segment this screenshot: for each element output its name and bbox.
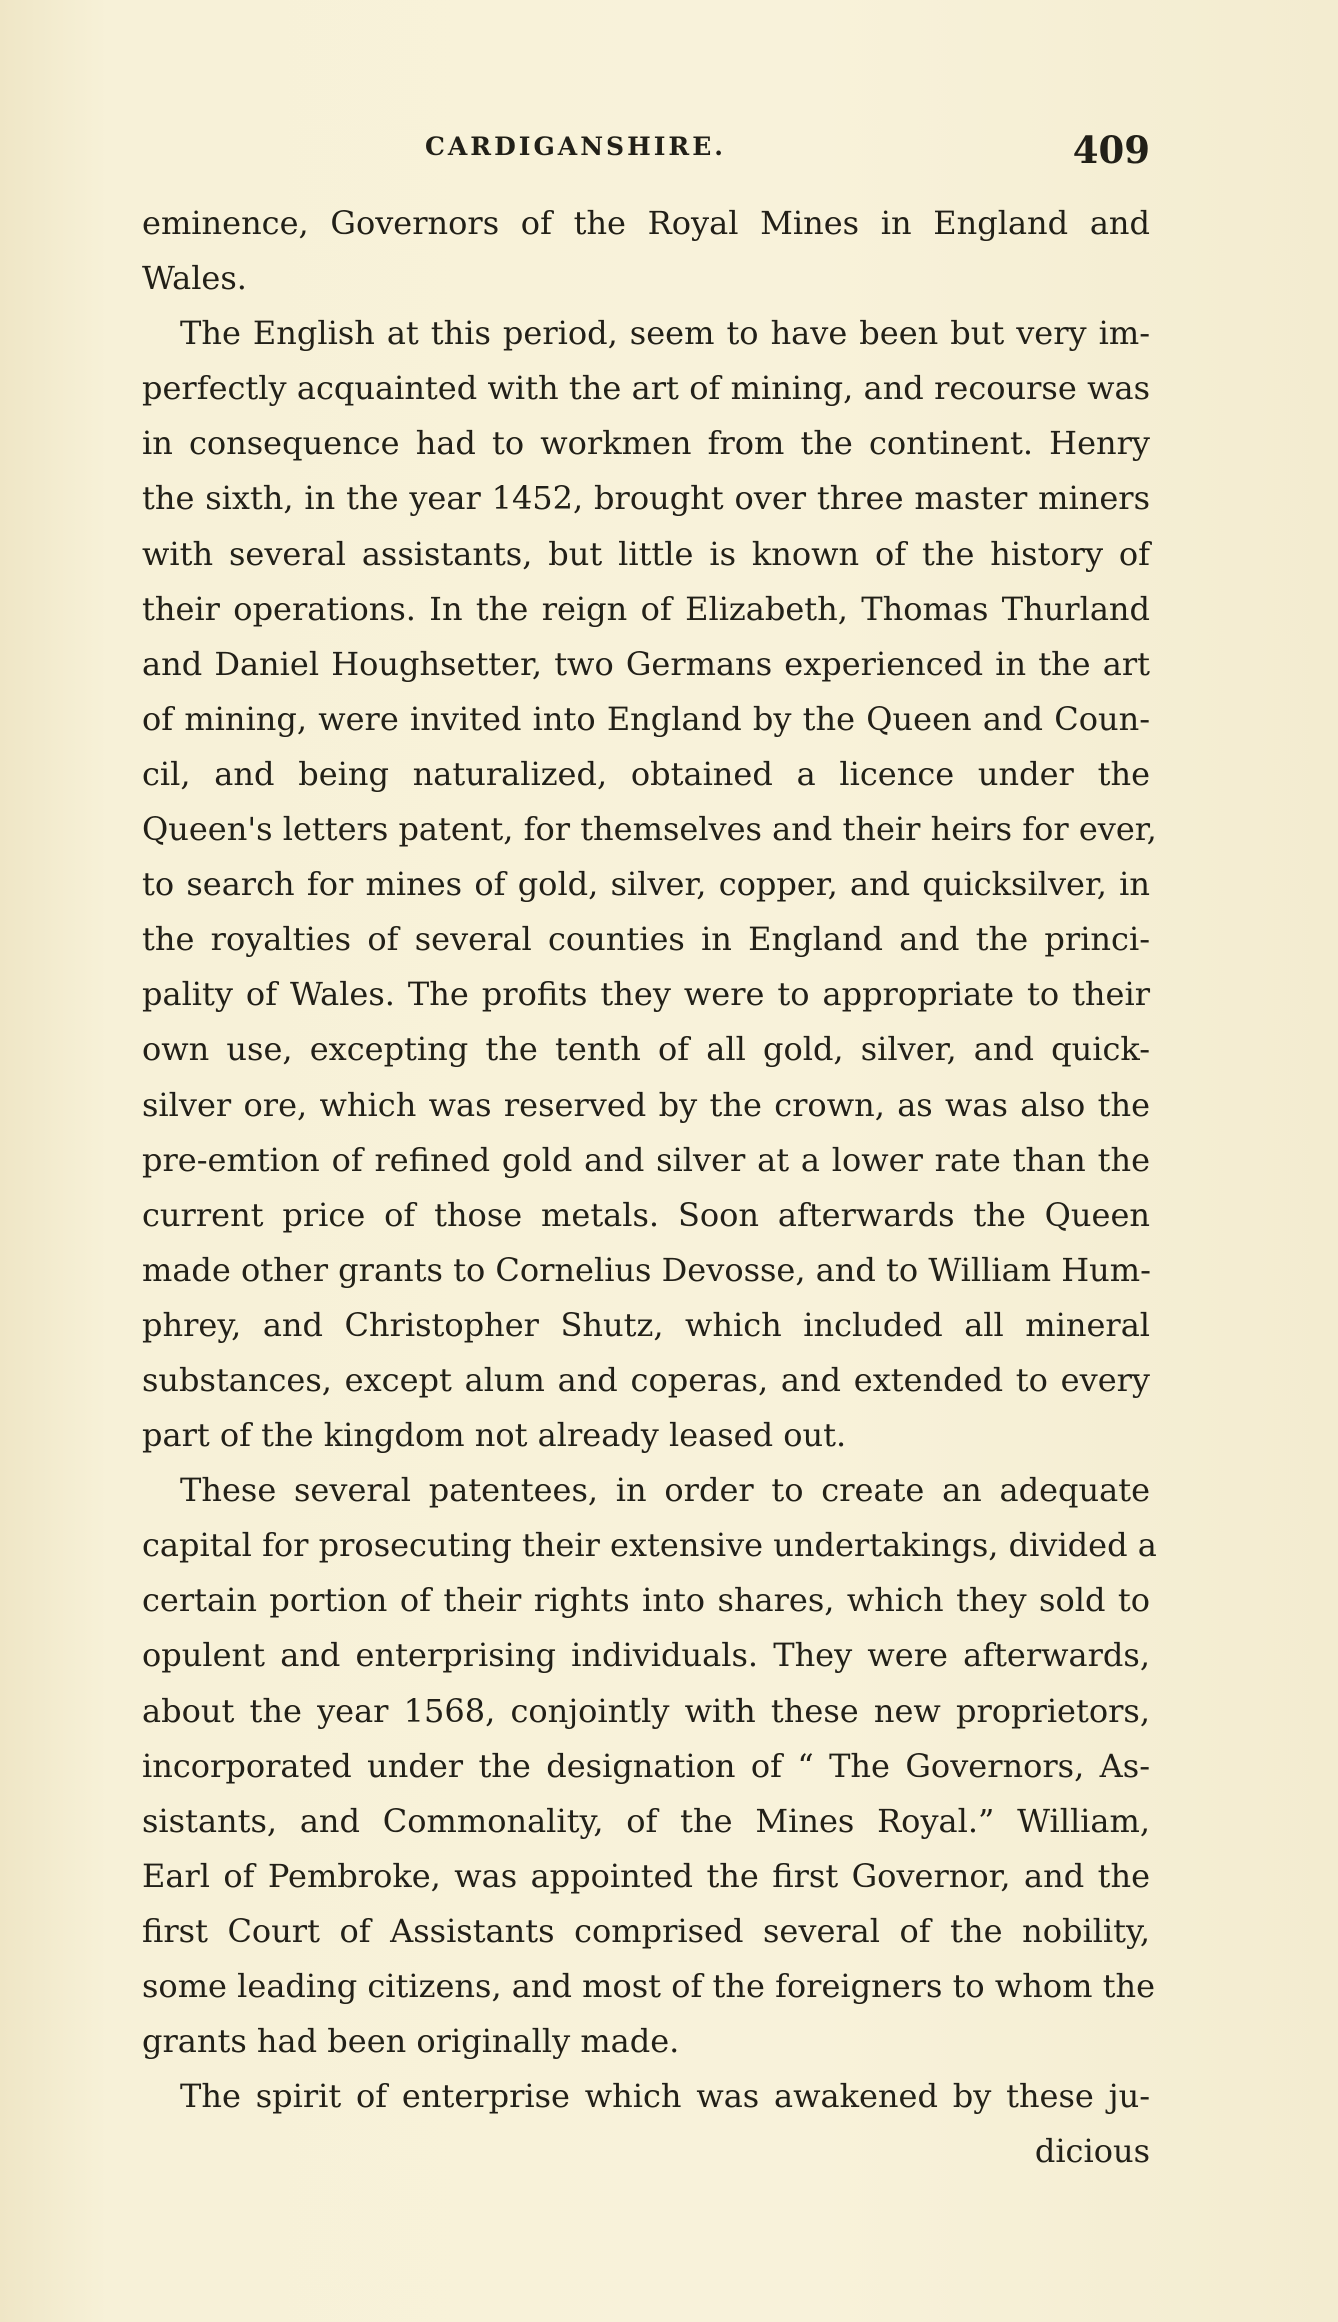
text-line: some leading citizens, and most of the foreigners to whom the bbox=[142, 1967, 1156, 2005]
text-line: about the year 1568, conjointly with these new proprietors, bbox=[142, 1691, 1150, 1730]
text-line: with several assistants, but little is known of the history of bbox=[142, 534, 1150, 573]
text-line: incorporated under the designation of “ The Governors, As- bbox=[142, 1746, 1150, 1785]
text-line: substances, except alum and coperas, and extended to every bbox=[142, 1360, 1150, 1399]
text-line: cil, and being naturalized, obtained a licence under the bbox=[142, 754, 1150, 793]
text-line: pre-emtion of refined gold and silver at a lower rate than the bbox=[142, 1140, 1150, 1179]
text-line: Earl of Pembroke, was appointed the first Governor, and the bbox=[142, 1856, 1150, 1895]
text-line: own use, excepting the tenth of all gold, silver, and quick- bbox=[142, 1030, 1150, 1069]
catchword: dicious bbox=[1034, 2132, 1150, 2171]
text-line: capital for prosecuting their extensive undertakings, divided a bbox=[142, 1526, 1157, 1565]
text-line: certain portion of their rights into shares, which they sold to bbox=[142, 1581, 1150, 1620]
text-line: current price of those metals. Soon afterwards the Queen bbox=[142, 1195, 1150, 1234]
text-line: The spirit of enterprise which was awakened by these ju- bbox=[180, 2077, 1150, 2116]
text-line: to search for mines of gold, silver, copper, and quicksilver, in bbox=[142, 865, 1150, 904]
text-line: the royalties of several counties in England and the princi- bbox=[142, 920, 1150, 959]
text-line: sistants, and Commonality, of the Mines Royal.” William, bbox=[142, 1801, 1150, 1840]
text-line: silver ore, which was reserved by the crown, as was also the bbox=[142, 1085, 1150, 1124]
text-line: eminence, Governors of the Royal Mines in England and bbox=[142, 204, 1150, 242]
text-line: grants had been originally made. bbox=[142, 2022, 680, 2061]
text-line: their operations. In the reign of Elizabeth, Thomas Thurland bbox=[142, 589, 1150, 628]
text-line: The English at this period, seem to have been but very im- bbox=[180, 314, 1150, 353]
text-line: of mining, were invited into England by the Queen and Coun- bbox=[142, 699, 1150, 738]
text-line: These several patentees, in order to create an adequate bbox=[180, 1471, 1150, 1510]
text-line: perfectly acquainted with the art of mining, and recourse was bbox=[142, 369, 1150, 408]
text-line: made other grants to Cornelius Devosse, and to William Hum- bbox=[142, 1250, 1151, 1289]
text-line: the sixth, in the year 1452, brought over three master miners bbox=[142, 479, 1150, 518]
body-text bbox=[142, 196, 1157, 2179]
text-line: Queen's letters patent, for themselves and their heirs for ever, bbox=[142, 810, 1157, 849]
text-line: and Daniel Houghsetter, two Germans experienced in the art bbox=[142, 644, 1150, 683]
text-line: part of the kingdom not already leased out. bbox=[142, 1416, 847, 1455]
text-line: pality of Wales. The profits they were to appropriate to their bbox=[142, 975, 1150, 1014]
page-number: 409 bbox=[1072, 128, 1150, 172]
text-line: Wales. bbox=[142, 259, 247, 298]
text-line: phrey, and Christopher Shutz, which included all mineral bbox=[142, 1305, 1150, 1344]
running-head: CARDIGANSHIRE. bbox=[425, 132, 726, 161]
text-line: in consequence had to workmen from the continent. Henry bbox=[142, 424, 1150, 463]
page-header bbox=[140, 128, 1150, 178]
text-line: opulent and enterprising individuals. They were afterwards, bbox=[142, 1636, 1150, 1675]
text-line: first Court of Assistants comprised several of the nobility, bbox=[142, 1911, 1150, 1950]
